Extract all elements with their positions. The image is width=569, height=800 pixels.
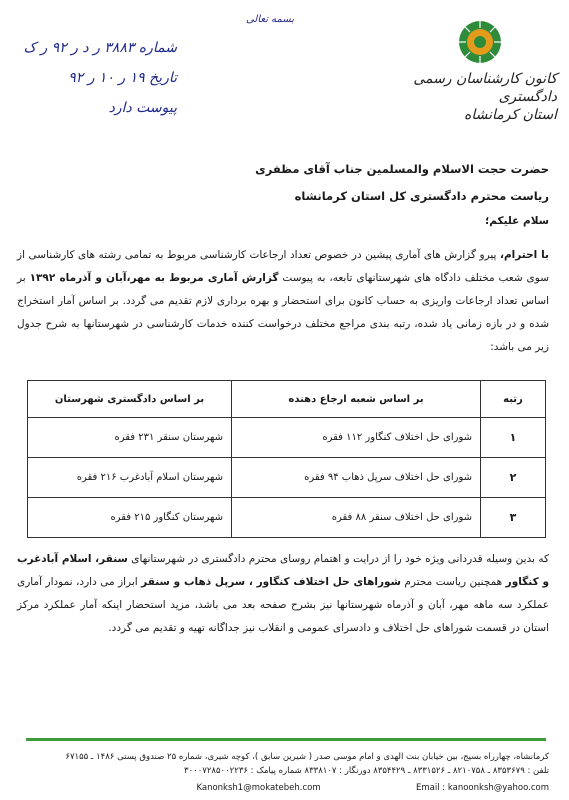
letter-attachment: پیوست دارد — [108, 100, 177, 116]
organization-name — [387, 70, 557, 124]
ranking-table — [27, 380, 546, 538]
city-cell: شهرستان اسلام آبادغرب ۲۱۶ فقره — [28, 458, 232, 498]
association-logo-icon — [458, 20, 502, 64]
letter-date: تاریخ ۱۹ ر ۱۰ ر ۹۲ — [68, 70, 177, 86]
footer-phones: تلفن : ۸۳۵۳۶۷۹ ـ ۸۲۱۰۷۵۸ ـ ۸۳۳۱۵۲۶ ـ ۸۳۵۴۴۲۹ دورنگار : ۸۳۳۸۱۰۷ شماره پیامک : ۳۰۰۰۷۲۸۵۰۰۲۲۳۶ — [184, 766, 549, 776]
body-paragraph-2 — [17, 548, 549, 640]
organization-name-line2: استان کرمانشاه — [464, 107, 557, 123]
rank-cell: ۱ — [481, 418, 546, 458]
paragraph-2-text-c: ابراز می دارد، نمودار آماری عملکرد سه ماهه مهر، آبان و آذرماه شهرستانها نیز بشرح صفحه بعد می باشد، مزید استحضار اینکه آمار عملکرد مرکز استان در قسمت شوراهای حل اختلاف و دادسرای عمومی و انقلاب نیز جداگانه تهیه و تقدیم می گردد. — [17, 576, 549, 634]
table-header-row — [28, 381, 546, 418]
branch-cell: شورای حل اختلاف سرپل ذهاب ۹۴ فقره — [232, 458, 481, 498]
paragraph-2-text-a: که بدین وسیله قدردانی ویژه خود را از درایت و اهتمام روسای محترم دادگستری در شهرستانهای — [127, 553, 549, 565]
header-rank: رتبه — [481, 381, 546, 418]
footer-divider — [26, 738, 546, 741]
basmala-header: بسمه تعالی — [245, 14, 295, 25]
greeting: سلام علیکم؛ — [485, 215, 549, 227]
footer-email: Email : kanoonksh@yahoo.com — [416, 783, 549, 793]
recipient-title: حضرت حجت الاسلام والمسلمین جناب آقای مظفری — [255, 162, 549, 176]
paragraph-2-text-b: همچنین ریاست محترم — [400, 576, 506, 588]
paragraph-1-text-a: پیرو گزارش های آماری پیشین در خصوص تعداد ارجاعات کارشناسی مربوط به تمامی رشته های کارشناسی از سوی شعب مختلف دادگاه های شهرستانهای تابعه، به پیوست — [17, 249, 549, 284]
footer-address: کرمانشاه، چهارراه بسیج، بین خیابان بنت الهدی و امام موسی صدر ( شیرین سابق )، کوچه شیری، شماره ۲۵ صندوق پستی ۱۴۸۶ ـ ۶۷۱۵۵ — [65, 752, 549, 762]
paragraph-1-text-b: بر اساس تعداد ارجاعات واریزی به حساب کانون برای استحضار و بهره برداری لازم تقدیم می گردد. بر اساس آمار استخراج شده و در بازه زمانی یاد شده، رتبه بندی مراجع مختلف درخواست کننده خدمات کارشناسی در شهرستانها به شرح جدول زیر می باشد: — [17, 272, 549, 353]
table-row — [28, 418, 546, 458]
header-city: بر اساس دادگستری شهرستان — [28, 381, 232, 418]
rank-cell: ۳ — [481, 498, 546, 538]
body-paragraph-1 — [17, 244, 549, 359]
recipient-position: ریاست محترم دادگستری کل استان کرمانشاه — [294, 189, 549, 203]
footer-email2: Kanonksh1@mokatebeh.com — [196, 783, 321, 793]
letter-reference-number: شماره ۳۸۸۳ ر د ر ۹۲ ر ک — [23, 40, 177, 56]
header-branch: بر اساس شعبه ارجاع دهنده — [232, 381, 481, 418]
footer-email-line — [19, 783, 549, 794]
organization-name-line1: کانون کارشناسان رسمی دادگستری — [413, 71, 557, 105]
report-period-phrase: گزارش آماری مربوط به مهر،آبان و آذرماه ۱۳۹۲ — [29, 272, 279, 284]
rank-cell: ۲ — [481, 458, 546, 498]
cities-phrase: سنقر، اسلام آبادغرب و کنگاور — [17, 553, 549, 588]
branch-cell: شورای حل اختلاف سنقر ۸۸ فقره — [232, 498, 481, 538]
councils-phrase: شوراهای حل اختلاف کنگاور ، سرپل ذهاب و سنقر — [141, 576, 401, 588]
branch-cell: شورای حل اختلاف کنگاور ۱۱۲ فقره — [232, 418, 481, 458]
table-row — [28, 458, 546, 498]
opening-phrase: با احترام، — [499, 249, 549, 261]
city-cell: شهرستان کنگاور ۲۱۵ فقره — [28, 498, 232, 538]
table-row — [28, 498, 546, 538]
city-cell: شهرستان سنقر ۲۳۱ فقره — [28, 418, 232, 458]
